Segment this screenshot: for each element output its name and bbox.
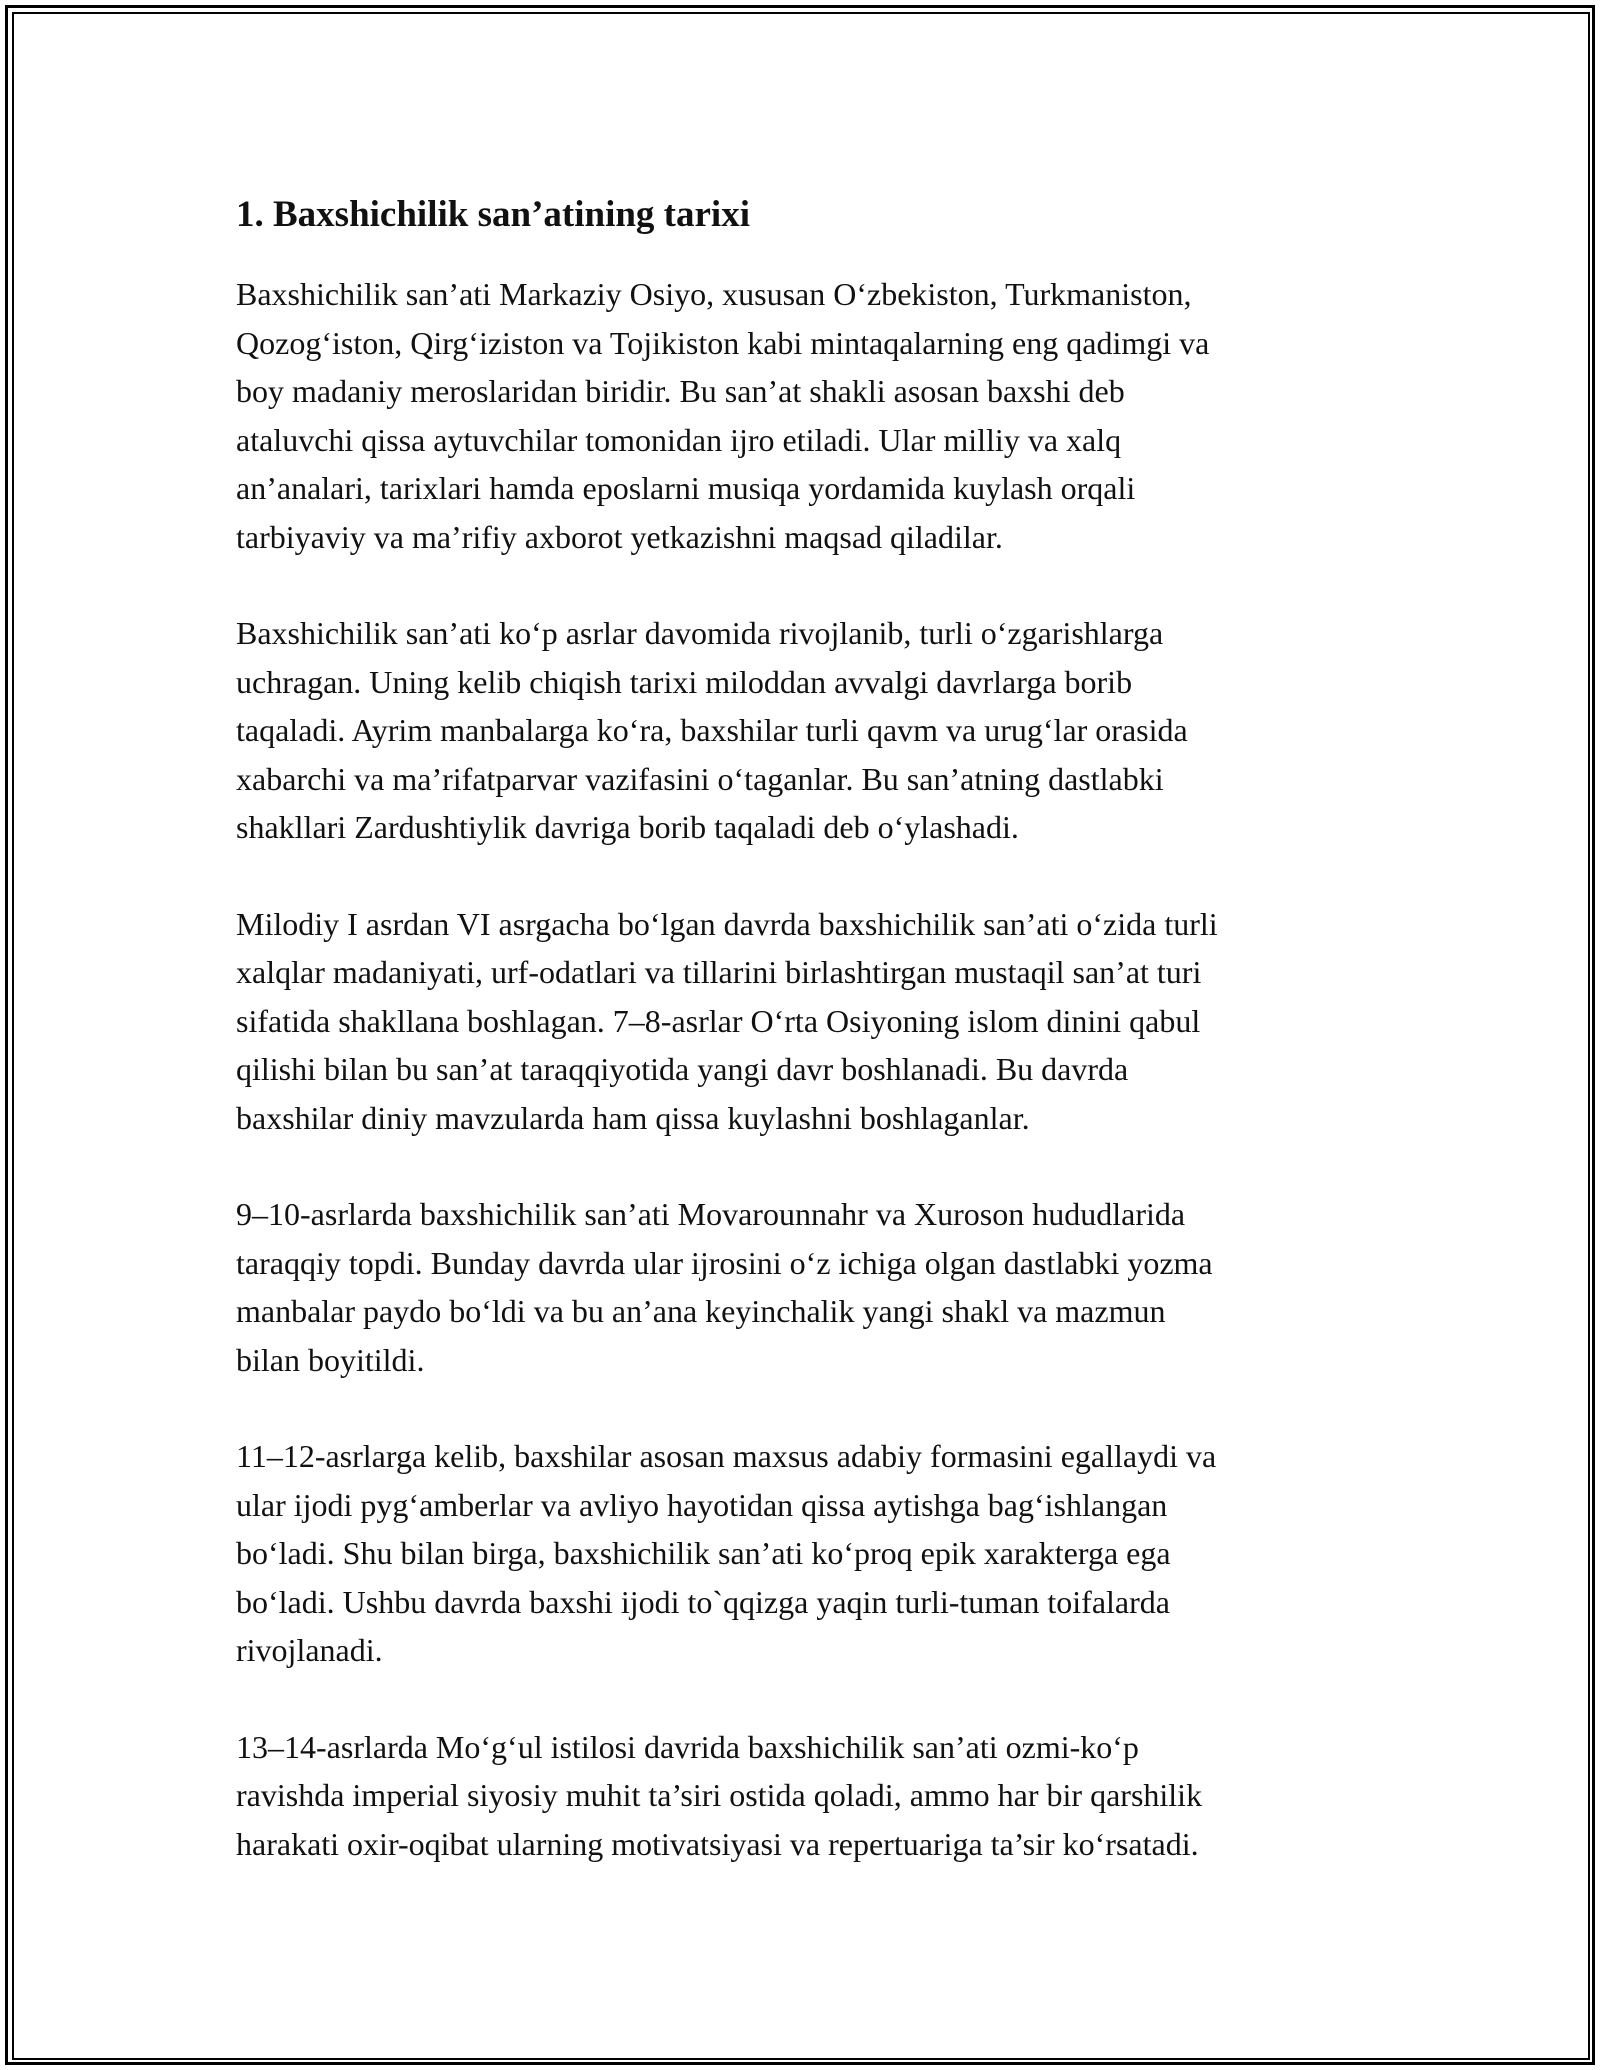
text-line: 9–10-asrlarda baxshichilik san’ati Movarounnahr va Xuroson hududlarida xyxy=(236,1196,1186,1232)
text-line: taraqqiy topdi. Bunday davrda ular ijrosini o‘z ichiga olgan dastlabki yozma xyxy=(236,1244,1213,1281)
paragraph-1 xyxy=(236,270,1366,561)
text-line: manbalar paydo bo‘ldi va bu an’ana keyinchalik yangi shakl va mazmun xyxy=(236,1293,1166,1329)
text-line: Baxshichilik san’ati Markaziy Osiyo, xususan O‘zbekiston, Turkmaniston, xyxy=(236,276,1192,312)
text-line: baxshilar diniy mavzularda ham qissa kuylashni boshlaganlar. xyxy=(236,1099,1030,1136)
text-line: uchragan. Uning kelib chiqish tarixi miloddan avvalgi davrlarga borib xyxy=(236,663,1133,700)
text-line: boy madaniy meroslaridan biridir. Bu san’at shakli asosan baxshi deb xyxy=(236,373,1125,409)
text-line: Qozog‘iston, Qirg‘iziston va Tojikiston kabi mintaqalarning eng qadimgi va xyxy=(236,324,1210,361)
text-line: shakllari Zardushtiylik davriga borib taqaladi deb o‘ylashadi. xyxy=(236,809,1019,845)
paragraph-2 xyxy=(236,609,1366,852)
text-line: xalqlar madaniyati, urf-odatlari va tillarini birlashtirgan mustaqil san’at turi xyxy=(236,954,1202,990)
text-line: xabarchi va ma’rifatparvar vazifasini o‘taganlar. Bu san’atning dastlabki xyxy=(236,760,1164,797)
paragraph-4 xyxy=(236,1190,1366,1384)
text-line: ravishda imperial siyosiy muhit ta’siri ostida qoladi, ammo har bir qarshilik xyxy=(236,1777,1203,1813)
paragraph-3 xyxy=(236,900,1366,1143)
text-line: bo‘ladi. Ushbu davrda baxshi ijodi to`qqizga yaqin turli-tuman toifalarda xyxy=(236,1583,1170,1620)
text-line: Baxshichilik san’ati ko‘p asrlar davomida rivojlanib, turli o‘zgarishlarga xyxy=(236,615,1164,651)
text-line: bilan boyitildi. xyxy=(236,1341,425,1378)
text-line: tarbiyaviy va ma’rifiy axborot yetkazishni maqsad qiladilar. xyxy=(236,518,1003,555)
text-line: 13–14-asrlarda Mo‘g‘ul istilosi davrida baxshichilik san’ati ozmi-ko‘p xyxy=(236,1728,1139,1765)
text-line: qilishi bilan bu san’at taraqqiyotida yangi davr boshlanadi. Bu davrda xyxy=(236,1051,1129,1087)
text-line: taqaladi. Ayrim manbalarga ko‘ra, baxshilar turli qavm va urug‘lar orasida xyxy=(236,712,1188,748)
document-body xyxy=(236,190,1366,1916)
text-line: Milodiy I asrdan VI asrgacha bo‘lgan davrda baxshichilik san’ati o‘zida turli xyxy=(236,905,1218,942)
text-line: harakati oxir-oqibat ularning motivatsiyasi va repertuariga ta’sir ko‘rsatadi. xyxy=(236,1825,1199,1862)
section-heading: 1. Baxshichilik san’atining tarixi xyxy=(236,194,750,235)
paragraph-6 xyxy=(236,1723,1366,1869)
text-line: 11–12-asrlarga kelib, baxshilar asosan maxsus adabiy formasini egallaydi va xyxy=(236,1438,1217,1474)
text-line: ataluvchi qissa aytuvchilar tomonidan ijro etiladi. Ular milliy va xalq xyxy=(236,421,1122,458)
text-line: rivojlanadi. xyxy=(236,1632,383,1668)
text-line: sifatida shakllana boshlagan. 7–8-asrlar O‘rta Osiyoning islom dinini qabul xyxy=(236,1002,1201,1039)
text-line: an’analari, tarixlari hamda eposlarni musiqa yordamida kuylash orqali xyxy=(236,470,1136,506)
text-line: ular ijodi pyg‘amberlar va avliyo hayotidan qissa aytishga bag‘ishlangan xyxy=(236,1486,1168,1523)
text-line: bo‘ladi. Shu bilan birga, baxshichilik san’ati ko‘proq epik xarakterga ega xyxy=(236,1535,1171,1571)
paragraph-5 xyxy=(236,1432,1366,1675)
